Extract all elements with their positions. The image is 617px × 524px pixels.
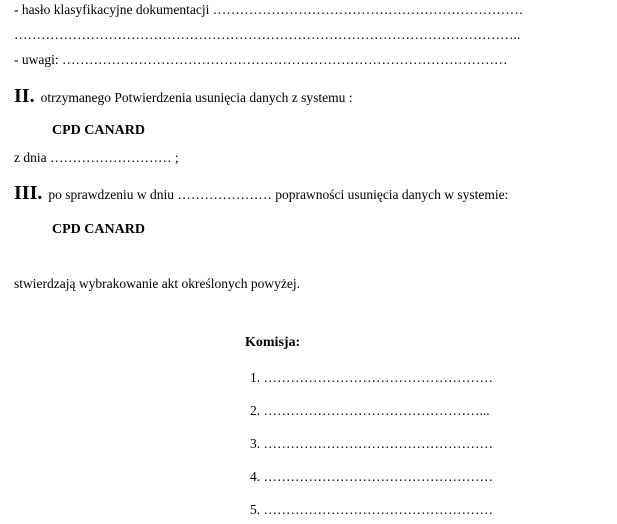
- commission-member-3: 3. ……………………………………………: [250, 436, 493, 451]
- section-2-text: otrzymanego Potwierdzenia usunięcia danych z systemu :: [40, 90, 353, 105]
- statement-text: stwierdzają wybrakowanie akt określonych powyżej.: [14, 276, 301, 291]
- commission-heading: Komisja:: [245, 335, 301, 350]
- section-3-text: po sprawdzeniu w dniu ………………… poprawności usunięcia danych w systemie:: [48, 187, 509, 202]
- haslo-klasyfikacyjne-line: - hasło klasyfikacyjne dokumentacji ……………………………………………………………: [14, 2, 524, 17]
- section-2-date-line: z dnia ……………………… ;: [14, 150, 179, 165]
- section-3-numeral: III.: [14, 182, 43, 204]
- commission-member-1: 1. ……………………………………………: [250, 370, 493, 385]
- commission-member-2: 2. …………………………………………...: [250, 403, 490, 418]
- section-2-numeral: II.: [14, 85, 35, 107]
- section-2-heading: [14, 85, 353, 107]
- uwagi-line: - uwagi: ………………………………………………………………………………………: [14, 52, 508, 67]
- commission-member-5: 5. ……………………………………………: [250, 502, 493, 517]
- section-3-heading: [14, 182, 509, 204]
- section-3-system-name: CPD CANARD: [52, 222, 145, 237]
- commission-member-4: 4. ……………………………………………: [250, 469, 493, 484]
- dotted-continuation-line: …………………………………………………………………………………………………..: [14, 27, 521, 42]
- section-2-system-name: CPD CANARD: [52, 123, 145, 138]
